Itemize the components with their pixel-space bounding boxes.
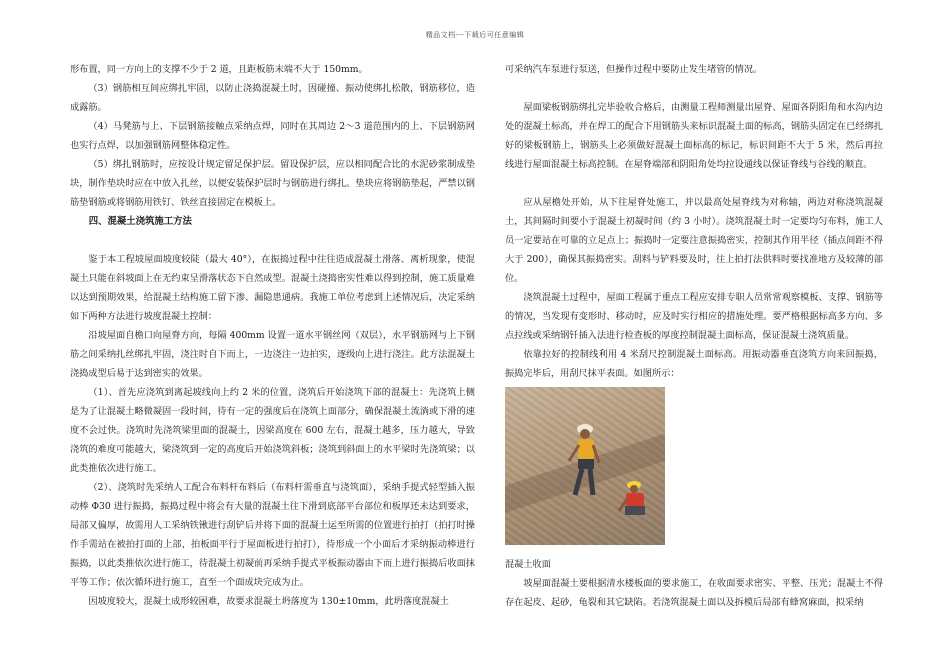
- spacer: [505, 79, 883, 98]
- paragraph: 应从屋檐处开始，从下往屋脊处施工，并以最高处屋脊线为对称轴，两边对称浇筑混凝土，其间隔时间要小于混凝土初凝时间（约 3 小时）。浇筑混凝土时一定要均匀布料，施工人员一定要站在可靠的立足点上；振捣时一定要注意振捣密实，控制其作用半径（插点间距不得大于 200），确保其振捣密实。刮料与铲料要及时，往上拍打法供料时要找准地方及较薄的部位。: [505, 197, 883, 284]
- paragraph: 屋面梁板钢筋绑扎完毕验收合格后，由测量工程师测量出屋脊、屋面各阴阳角和水沟内边处的混凝土标高，并在焊工的配合下用钢筋头来标识混凝土面的标高，钢筋头固定在已经绑扎好的梁板钢筋上，钢筋头上必须做好混凝土面标高的标记，标识间距不大于 5 米，然后再拉线进行屋面混凝土标高控制。在屋脊端部和阴阳角处均拉设通线以保证脊线与谷线的顺直。: [505, 102, 883, 170]
- paragraph: 形布置，同一方向上的支撑不少于 2 道，且距板筋末端不大于 150mm。: [70, 64, 368, 75]
- left-column: [70, 60, 475, 611]
- paragraph: 因坡度较大，混凝土成形较困难，故要求混凝土坍落度为 130±10mm，此坍落度混凝土: [88, 596, 449, 607]
- paragraph: （4）马凳筋与上、下层钢筋接触点采纳点焊，同时在其周边 2～3 道范围内的上、下层钢筋网也实行点焊，以加强钢筋网整体稳定性。: [70, 121, 475, 151]
- paragraph: 鉴于本工程坡屋面坡度较陡（最大 40°），在振捣过程中往往造成混凝土滑落、离析现象，使混凝土只能在斜坡面上在无约束呈滑落状态下自然成型。混凝土浇捣密实性难以得到控制，施工质量难以达到预期效果，给混凝土结构施工留下渗、漏隐患通病。我施工单位考虑到上述情况后，决定采纳如下两种方法进行坡度混凝土控制：: [70, 254, 475, 322]
- worker-standing-figure: [563, 421, 603, 501]
- page-header: 精品文档---下载后可任意编辑: [425, 31, 525, 39]
- spacer: [505, 174, 883, 193]
- paragraph: （5）绑扎钢筋时，应按设计规定留足保护层。留设保护层，应以相同配合比的水泥砂浆制成垫块，制作垫块时应在中放入扎丝，以便安装保护层时与钢筋进行绑扎。垫块应将钢筋垫起，严禁以钢筋垫钢筋或将钢筋用铁钉、铁丝直接固定在模板上。: [70, 159, 475, 208]
- spacer: [70, 231, 475, 250]
- right-column: [505, 60, 883, 612]
- concrete-finishing-photo: [505, 387, 665, 545]
- paragraph: 可采纳汽车泵进行泵送，但操作过程中要防止发生堵管的情况。: [505, 64, 763, 75]
- paragraph: 依靠拉好的控制线利用 4 米刮尺控制混凝土面标高。用振动器垂直浇筑方向来回振捣，振捣完毕后，用刮尺抹平表面。如图所示：: [505, 349, 883, 379]
- paragraph: 坡屋面混凝土要根据清水楼板面的要求施工，在收面要求密实、平整、压光；混凝土不得存在起皮、起砂，龟裂和其它缺陷。若浇筑混凝土面以及拆模后局部有蜂窝麻面，拟采纳: [505, 578, 883, 608]
- paragraph: （1）、首先应浇筑到离起坡线向上约 2 米的位置，浇筑后开始浇筑下部的混凝土：先浇筑上侧是为了让混凝土略微凝固一段时间，待有一定的强度后在浇筑上面部分，确保混凝土流淌或下滑的速度不会过快。浇筑时先浇筑梁里面的混凝土，因梁高度在 600 左右，混凝土越多，压力越大，导致浇筑的难度可能越大，梁浇筑到一定的高度后开始浇筑斜板；浇筑到斜面上的水平梁时先浇筑梁；以此类推依次进行施工。: [70, 387, 475, 474]
- paragraph: 沿坡屋面自檐口向屋脊方向，每隔 400mm 设置一道水平钢丝网（双层），水平钢筋网与上下钢筋之间采纳扎丝绑扎牢固，浇注时自下而上，一边浇注一边拍实，逐级向上进行浇注。此方法混凝土浇捣成型后易于达到密实的效果。: [70, 330, 475, 379]
- section-heading: 四、混凝土浇筑施工方法: [88, 216, 192, 227]
- paragraph: 浇筑混凝土过程中，屋面工程属于重点工程应安排专职人员常常观察模板、支撑、钢筋等的情况，当发现有变形时、移动时，应及时实行相应的措施处理。要严格根据标高多方向、多点拉线或采纳钢钎插入法进行检查板的厚度控制混凝土面标高，保证混凝土浇筑质量。: [505, 292, 883, 341]
- paragraph: （3）钢筋相互间应绑扎牢固，以防止浇捣混凝土时，因碰撞、振动使绑扎松散，钢筋移位，造成露筋。: [70, 83, 475, 113]
- photo-caption: 混凝土收面: [505, 559, 551, 570]
- worker-crouching-figure: [617, 479, 651, 519]
- paragraph: （2）、浇筑时先采纳人工配合布料杆布料后（布料杆需垂直与浇筑面），采纳手提式轻型插入振动棒 Φ30 进行振捣，振捣过程中将会有大量的混凝土往下滑到底部平台部位和板厚还未达到要求，局部又偏厚，故需用人工采纳铁锹进行刮铲后并将下面的混凝土运至所需的位置进行拍打（拍打时操作手需站在被拍打面的上部，拍板面平行于屋面板进行拍打），待形成一个小面后才采纳振动棒进行振捣，以此类推依次进行施工，待混凝土初凝前再采纳手提式平板振动器由下而上进行振捣后收面抹平等工作；依次循环进行施工，直至一个面成块完成为止。: [70, 482, 475, 588]
